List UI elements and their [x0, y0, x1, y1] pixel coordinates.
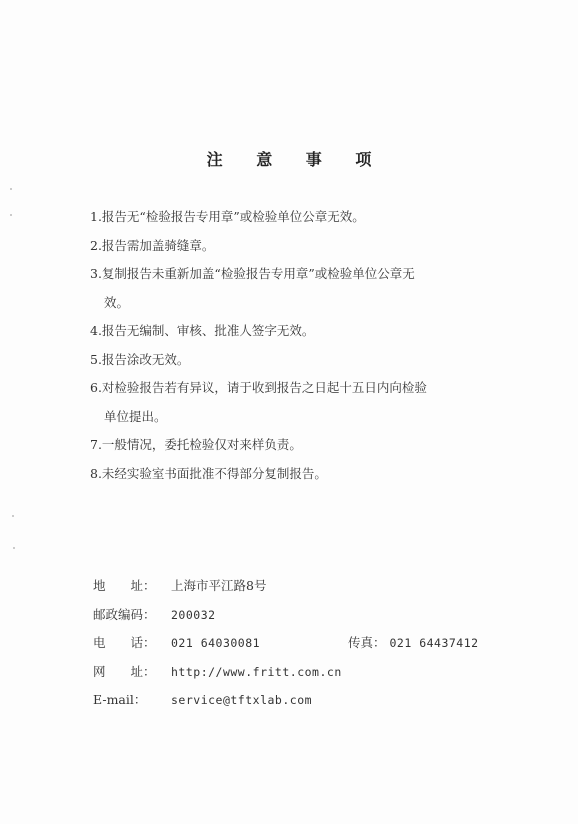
note-item: 4.报告无编制、审核、批准人签字无效。	[90, 323, 315, 338]
note-item-continuation: 效。	[104, 294, 130, 310]
website-value: http://www.fritt.com.cn	[171, 664, 342, 679]
scan-speck	[10, 188, 12, 190]
note-item: 1.报告无“检验报告专用章”或检验单位公章无效。	[90, 209, 365, 224]
address-row	[93, 572, 493, 601]
postcode-row	[93, 601, 493, 630]
scan-speck	[13, 547, 15, 549]
website-label: 网 址：	[93, 663, 156, 679]
phone-row	[93, 629, 493, 658]
note-item-continuation: 单位提出。	[104, 408, 167, 424]
note-item: 8.未经实验室书面批准不得部分复制报告。	[90, 465, 327, 481]
scan-speck	[12, 515, 14, 517]
scan-speck	[10, 214, 12, 216]
fax-value: 021 64437412	[389, 636, 479, 650]
note-item: 3.复制报告未重新加盖“检验报告专用章”或检验单位公章无	[90, 266, 415, 281]
note-item: 7.一般情况，委托检验仅对来样负责。	[90, 437, 302, 452]
email-row	[93, 686, 493, 715]
phone-label: 电 话：	[93, 635, 156, 650]
website-row	[93, 658, 493, 687]
page-title: 注 意 事 项	[206, 150, 386, 169]
fax-group	[348, 629, 479, 658]
note-item: 5.报告涂改无效。	[90, 351, 190, 367]
note-item: 6.对检验报告若有异议，请于收到报告之日起十五日内向检验	[90, 380, 427, 395]
notes-list	[90, 203, 490, 488]
postcode-value: 200032	[171, 607, 216, 622]
note-item: 2.报告需加盖骑缝章。	[90, 237, 215, 253]
phone-value: 021 64030081	[171, 636, 261, 650]
email-value: service@tftxlab.com	[171, 693, 313, 707]
address-value: 上海市平江路8号	[171, 578, 267, 593]
postcode-label: 邮政编码：	[93, 606, 156, 622]
email-label: E-mail：	[93, 692, 147, 707]
address-label: 地 址：	[93, 578, 156, 593]
fax-label: 传真：	[348, 635, 386, 650]
contact-block	[93, 572, 493, 715]
